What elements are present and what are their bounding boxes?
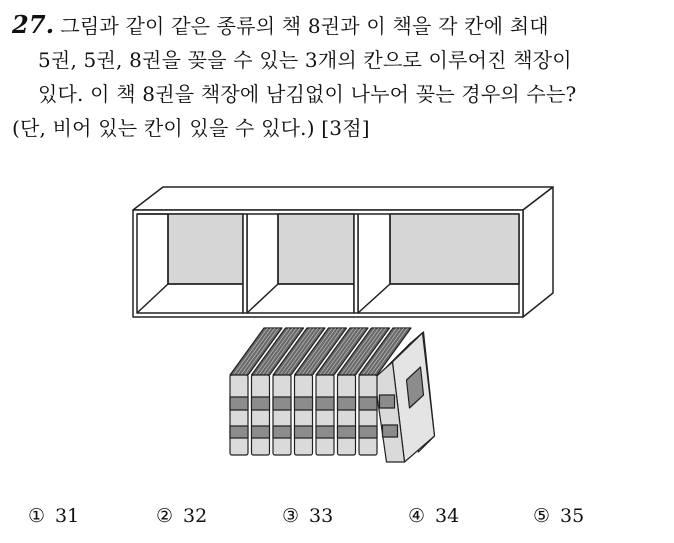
question-line-4: (단, 비어 있는 칸이 있을 수 있다.) [3점] — [12, 116, 370, 140]
shelf-partition-1 — [243, 214, 247, 313]
choice-4-mark: ④ — [408, 505, 426, 527]
choice-1-value: 31 — [55, 505, 80, 527]
question-line-1-text: 그림과 같이 같은 종류의 책 8권과 이 책을 각 칸에 최대 — [60, 14, 549, 38]
choice-5-value: 35 — [560, 505, 585, 527]
choice-2-value: 32 — [183, 505, 208, 527]
choice-2[interactable] — [156, 505, 207, 527]
choice-1[interactable] — [28, 505, 79, 527]
shelf-compartment-3 — [358, 214, 519, 313]
choice-5[interactable] — [533, 505, 584, 527]
shelf-top — [133, 187, 553, 210]
choice-3[interactable] — [282, 505, 333, 527]
question-line-3: 있다. 이 책 8권을 책장에 남김없이 나누어 꽂는 경우의 수는? — [38, 82, 577, 106]
choice-1-mark: ① — [28, 505, 46, 527]
choice-5-mark: ⑤ — [533, 505, 551, 527]
choice-2-mark: ② — [156, 505, 174, 527]
shelf-partition-2 — [354, 214, 358, 313]
choice-4[interactable] — [408, 505, 459, 527]
choice-4-value: 34 — [435, 505, 460, 527]
shelf-compartment-1 — [137, 214, 243, 313]
choice-3-value: 33 — [309, 505, 334, 527]
shelf-compartment-2 — [247, 214, 354, 313]
question-line-2: 5권, 5권, 8권을 꽂을 수 있는 3개의 칸으로 이루어진 책장이 — [38, 48, 572, 72]
books-group — [230, 328, 435, 462]
answer-choices — [28, 505, 648, 533]
question-number: 27. — [12, 10, 55, 39]
choice-3-mark: ③ — [282, 505, 300, 527]
shelf-right-side — [523, 187, 553, 317]
bookshelf — [133, 187, 553, 317]
